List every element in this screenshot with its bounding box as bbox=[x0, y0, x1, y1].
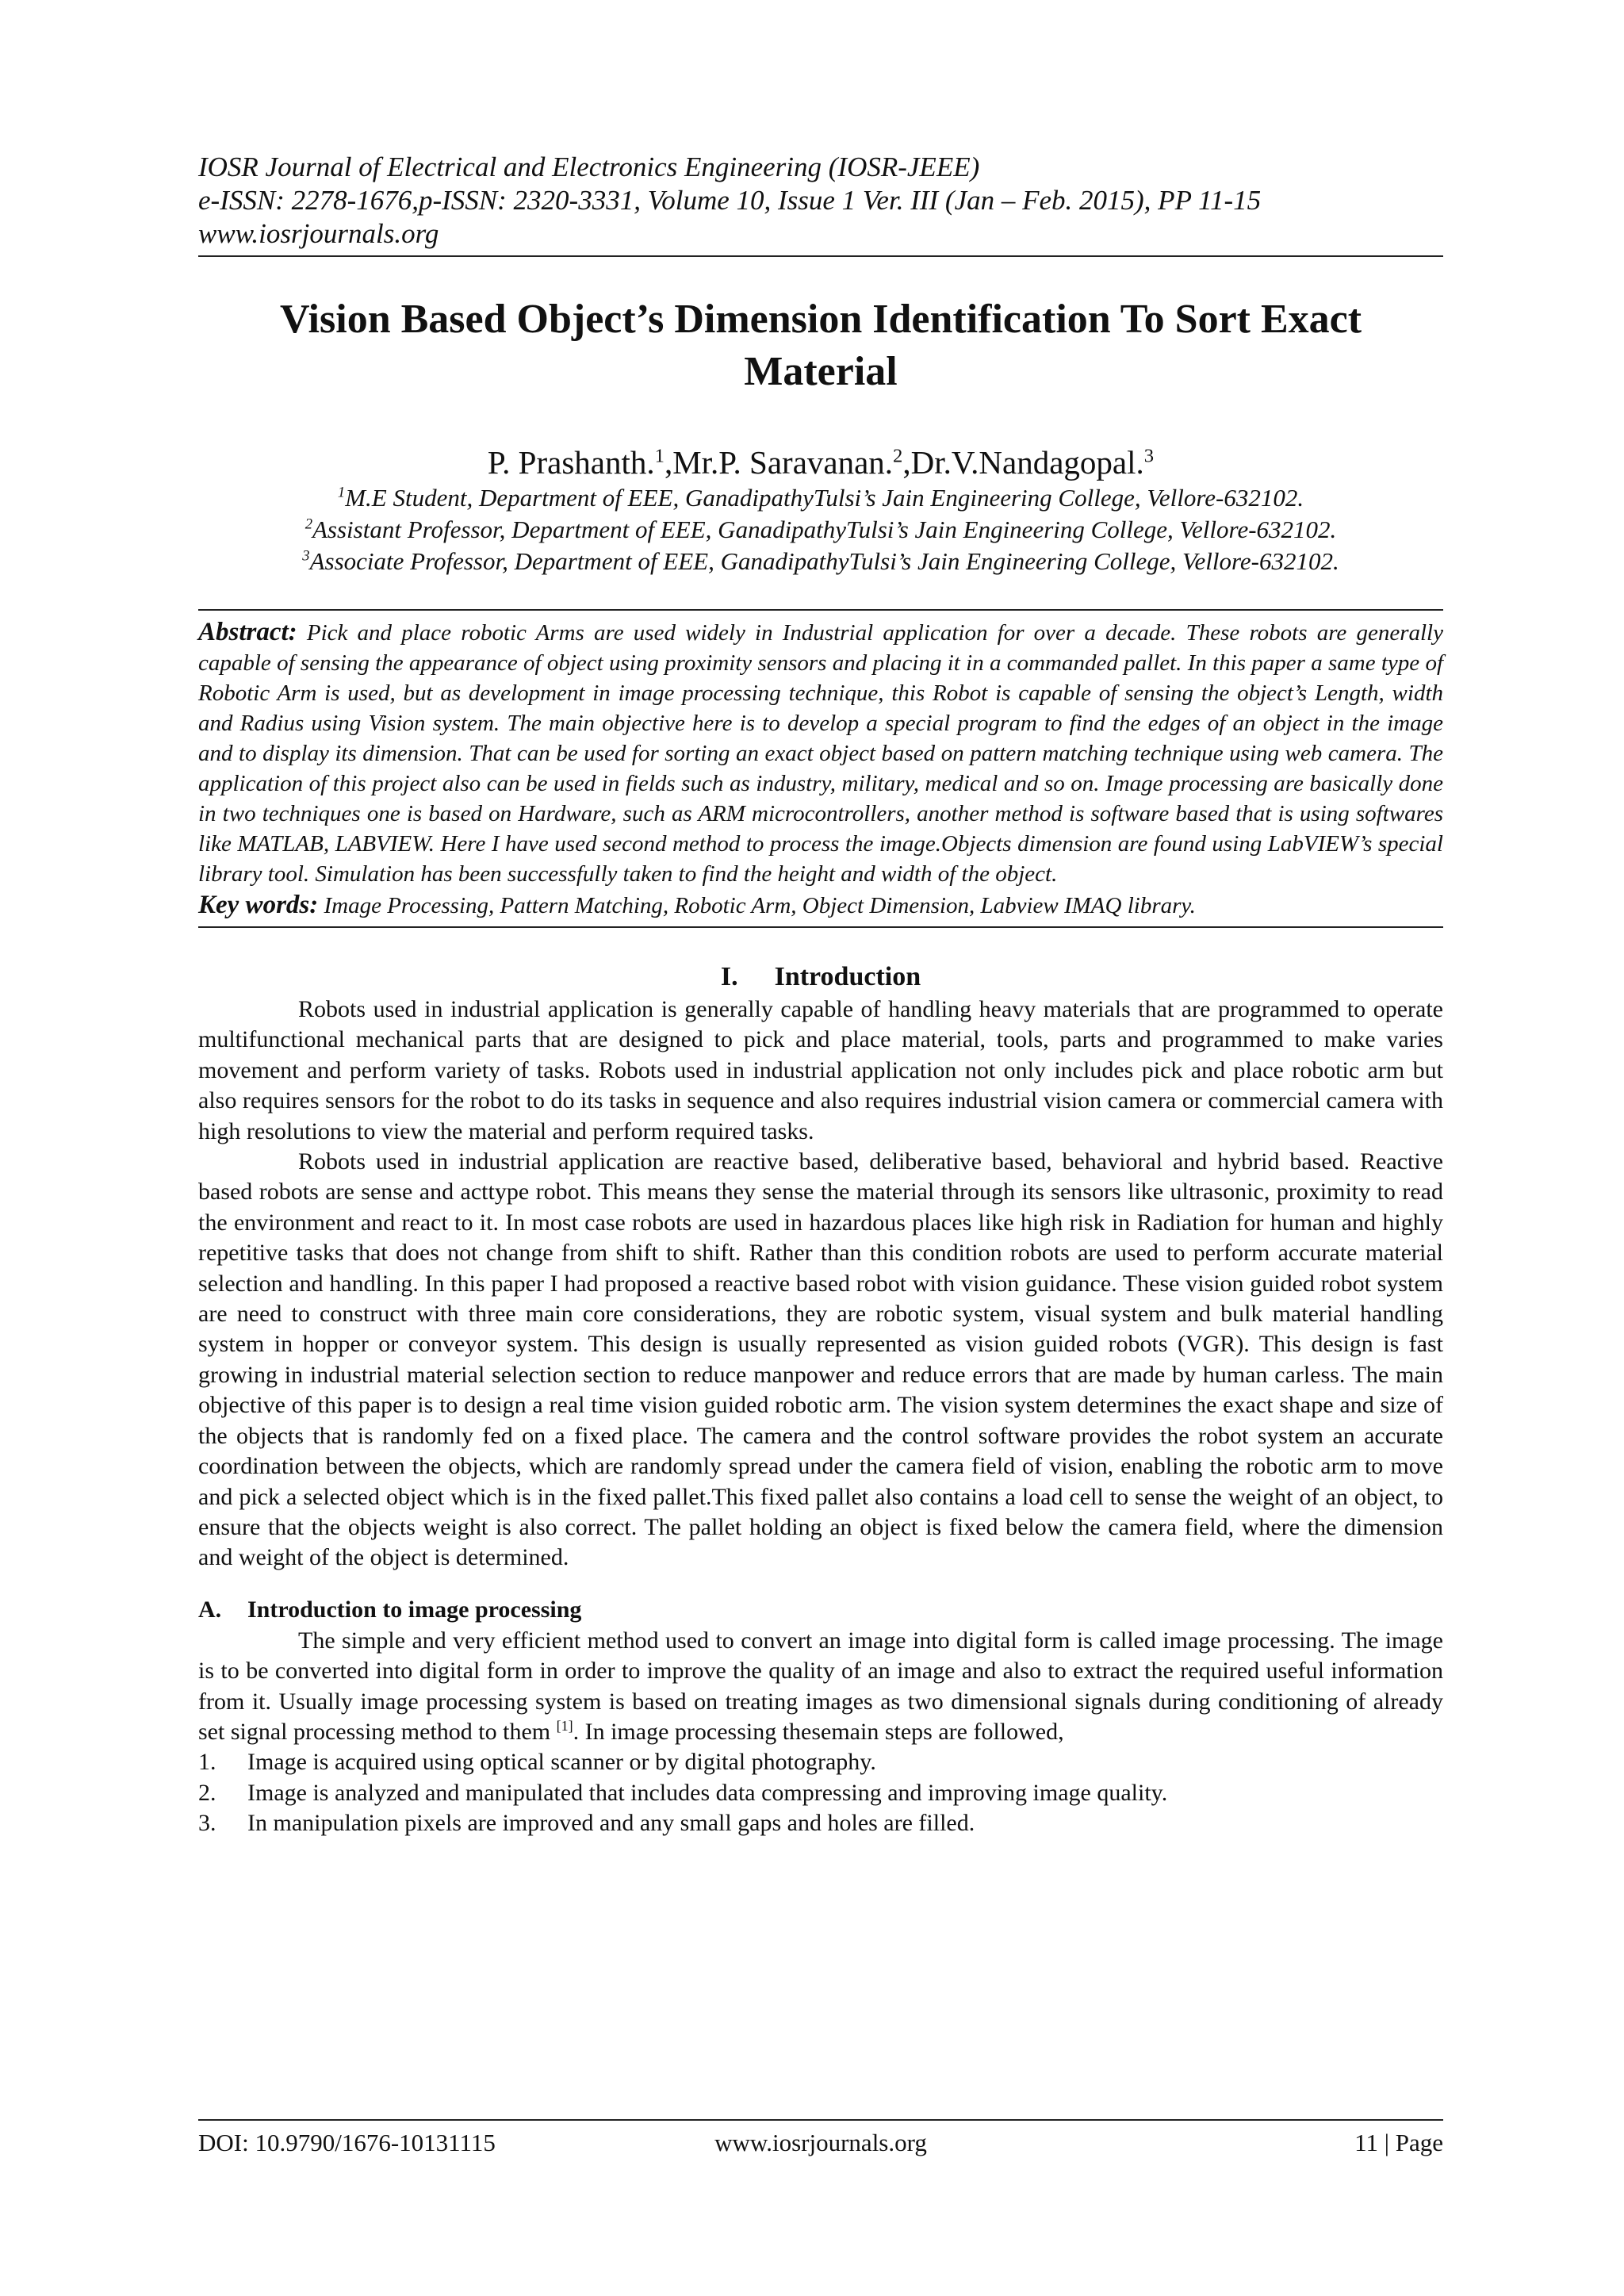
list-item bbox=[198, 1808, 1443, 1838]
author-separator: , bbox=[664, 444, 673, 481]
list-text: In manipulation pixels are improved and any small gaps and holes are filled. bbox=[247, 1810, 975, 1837]
abstract bbox=[198, 617, 1443, 889]
body-paragraph: Robots used in industrial application is generally capable of handling heavy materials that are programmed to operate multifunctional mechanical parts that are designed to pick and place material, tools, parts and programmed to make varies movement and perform variety of tasks. Robots used in industrial application not only includes pick and place robotic arm but also requires sensors for the robot to do its tasks in sequence and also requires industrial vision camera or commercial camera with high resolutions to view the material and perform required tasks. bbox=[198, 996, 1443, 1144]
section-heading bbox=[198, 960, 1443, 995]
affiliation-line bbox=[198, 546, 1443, 577]
affiliation-mark: 2 bbox=[304, 516, 312, 533]
affiliation-text: Assistant Professor, Department of EEE, GanadipathyTulsi’s Jain Engineering College, Vellore-632102. bbox=[312, 516, 1337, 543]
abstract-text: Pick and place robotic Arms are used widely in Industrial application for over a decade. These robots are generally capable of sensing the appearance of object using proximity sensors and placing it in a commanded pallet. In this paper a same type of Robotic Arm is used, but as development in image processing technique, this Robot is capable of sensing the object’s Length, width and Radius using Vision system. The main objective here is to develop a special program to find the edges of an object in the image and to display its dimension. That can be used for sorting an exact object based on pattern matching technique using web camera. The application of this project also can be used in fields such as industry, military, medical and so on. Image processing are basically done in two techniques one is based on Hardware, such as ARM microcontrollers, another method is software based that is using softwares like MATLAB, LABVIEW. Here I have used second method to process the image.Objects dimension are found using LabVIEW’s special library tool. Simulation has been successfully taken to find the height and width of the object. bbox=[198, 620, 1443, 887]
footer-rule bbox=[198, 2119, 1443, 2121]
subsection-number: A. bbox=[198, 1596, 222, 1623]
affiliation-line bbox=[198, 482, 1443, 514]
list-number: 3. bbox=[198, 1810, 216, 1837]
footer-doi: DOI: 10.9790/1676-10131115 bbox=[198, 2129, 496, 2156]
journal-issn-volume: e-ISSN: 2278-1676,p-ISSN: 2320-3331, Volume 10, Issue 1 Ver. III (Jan – Feb. 2015), PP 11-15 bbox=[198, 185, 1262, 216]
author-name: Mr.P. Saravanan. bbox=[672, 444, 894, 481]
list-text: Image is acquired using optical scanner or by digital photography. bbox=[247, 1749, 876, 1776]
author-name: P. Prashanth. bbox=[487, 444, 655, 481]
citation-ref: [1] bbox=[556, 1717, 573, 1734]
author-affiliation-mark: 2 bbox=[893, 445, 903, 467]
list-number: 1. bbox=[198, 1749, 216, 1776]
abstract-label: Abstract: bbox=[198, 618, 297, 646]
body-paragraph: Robots used in industrial application are reactive based, deliberative based, behavioral and hybrid based. Reactive based robots are sense and acttype robot. This means they sense the material through its sensors like ultrasonic, proximity to read the environment and react to it. In most case robots are used in hazardous places like high risk in Radiation for human and highly repetitive tasks that does not change from shift to shift. Rather than this condition robots are used to perform accurate material selection and handling. In this paper I had proposed a reactive based robot with vision guidance. These vision guided robot system are need to construct with three main core considerations, they are robotic system, visual system and bulk material handling system in hopper or conveyor system. This design is usually represented as vision guided robots (VGR). This design is fast growing in industrial material selection section to reduce manpower and reduce errors that are made by human carless. The main objective of this paper is to design a real time vision guided robotic arm. The vision system determines the exact shape and size of the objects that is randomly fed on a fixed place. The camera and the control software provides the robot system an accurate coordination between the objects, which are randomly spread under the camera field of vision, enabling the robotic arm to move and pick a selected object which is in the fixed pallet.This fixed pallet also contains a load cell to sense the weight of an object, to ensure that the objects weight is also correct. The pallet holding an object is fixed below the camera field, where the dimension and weight of the object is determined. bbox=[198, 1148, 1443, 1571]
paper-page bbox=[198, 151, 1443, 1839]
list-item bbox=[198, 1747, 1443, 1777]
author-affiliation-mark: 1 bbox=[654, 445, 665, 467]
paragraph-text: The simple and very efficient method used to convert an image into digital form is called image processing. The image is to be converted into digital form in order to improve the quality of an image and also to extract the required useful information from it. Usually image processing system is based on treating images as two dimensional signals during conditioning of already set signal processing method to them bbox=[198, 1627, 1443, 1745]
list-number: 2. bbox=[198, 1779, 216, 1806]
footer-website: www.iosrjournals.org bbox=[714, 2129, 927, 2156]
affiliation-line bbox=[198, 514, 1443, 546]
keywords-label: Key words: bbox=[198, 891, 319, 919]
paragraph-text: . In image processing thesemain steps are followed, bbox=[573, 1718, 1064, 1745]
list-text: Image is analyzed and manipulated that includes data compressing and improving image quality. bbox=[247, 1779, 1168, 1806]
body-paragraph bbox=[198, 1626, 1443, 1748]
subsection-title: Introduction to image processing bbox=[247, 1596, 582, 1623]
keywords bbox=[198, 889, 1443, 922]
section-number: I. bbox=[720, 962, 738, 991]
abstract-bottom-rule bbox=[198, 926, 1443, 928]
header-rule bbox=[198, 255, 1443, 257]
affiliations bbox=[198, 482, 1443, 577]
journal-header bbox=[198, 151, 1443, 257]
author-line bbox=[198, 443, 1443, 482]
journal-name: IOSR Journal of Electrical and Electronics Engineering (IOSR-JEEE) bbox=[198, 151, 980, 182]
list-item bbox=[198, 1778, 1443, 1808]
paper-title: Vision Based Object’s Dimension Identification To Sort Exact Material bbox=[279, 297, 1362, 394]
section-title: Introduction bbox=[774, 962, 921, 991]
author-name: Dr.V.Nandagopal. bbox=[910, 444, 1144, 481]
footer-page-number: 11 | Page bbox=[1354, 2129, 1443, 2156]
numbered-list bbox=[198, 1747, 1443, 1838]
affiliation-mark: 1 bbox=[337, 484, 346, 501]
author-separator: , bbox=[902, 444, 911, 481]
keywords-text: Image Processing, Pattern Matching, Robotic Arm, Object Dimension, Labview IMAQ library. bbox=[324, 893, 1196, 918]
abstract-top-rule bbox=[198, 609, 1443, 611]
affiliation-text: M.E Student, Department of EEE, GanadipathyTulsi’s Jain Engineering College, Vellore-632102. bbox=[345, 484, 1304, 512]
affiliation-text: Associate Professor, Department of EEE, GanadipathyTulsi’s Jain Engineering College, Vellore-632102. bbox=[309, 547, 1339, 575]
affiliation-mark: 3 bbox=[302, 547, 310, 565]
subsection-heading bbox=[198, 1594, 1443, 1626]
author-affiliation-mark: 3 bbox=[1143, 445, 1155, 467]
journal-website: www.iosrjournals.org bbox=[198, 218, 439, 249]
